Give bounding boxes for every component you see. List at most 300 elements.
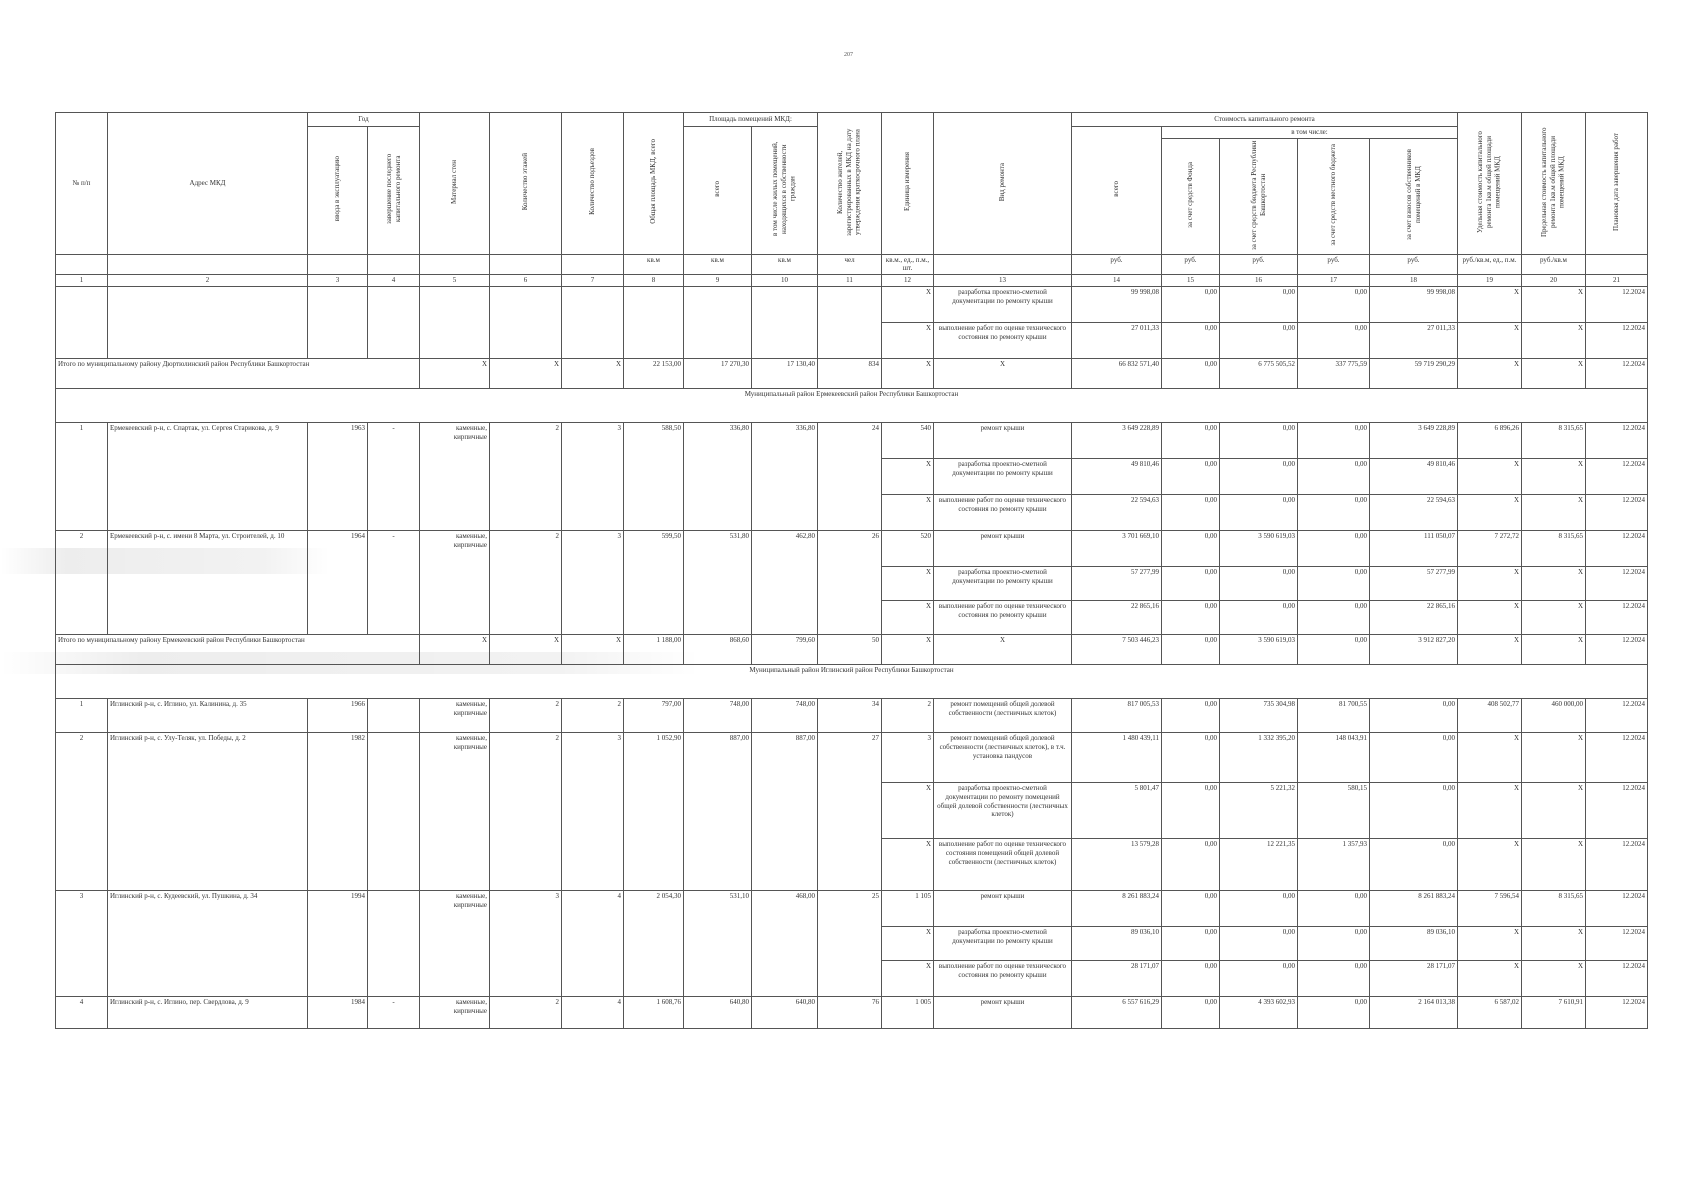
cost-c17: 580,15 [1298, 783, 1370, 839]
residents: 24 [818, 423, 882, 531]
cost-c20: 8 315,65 [1522, 531, 1586, 567]
cost-c16: 0,00 [1220, 287, 1298, 323]
unit-cell [562, 254, 624, 275]
work-type: разработка проектно-сметной документации по ремонту помещений общей долевой собственности (лестничных клеток) [934, 783, 1072, 839]
cost-c15: 0,00 [1162, 699, 1220, 733]
area-all: 640,80 [684, 997, 752, 1029]
total-area: 1 608,76 [624, 997, 684, 1029]
header-work-type: Вид ремонта [998, 162, 1007, 201]
column-number: 9 [684, 275, 752, 287]
cost-c21: 12.2024 [1586, 961, 1648, 997]
year-commission: 1966 [308, 699, 368, 733]
cost-c19: X [1458, 839, 1522, 891]
entrances: 3 [562, 423, 624, 531]
column-number: 11 [818, 275, 882, 287]
cost-c18: 0,00 [1370, 699, 1458, 733]
unit-cell: руб./кв.м [1522, 254, 1586, 275]
total-c20: X [1522, 359, 1586, 389]
cost-c20: X [1522, 733, 1586, 783]
floors: 3 [490, 891, 562, 997]
residents: 25 [818, 891, 882, 997]
column-number: 15 [1162, 275, 1220, 287]
work-type: разработка проектно-сметной документации по ремонту крыши [934, 287, 1072, 323]
unit-value: X [882, 323, 934, 359]
total-c21: 12.2024 [1586, 635, 1648, 665]
cost-c18: 89 036,10 [1370, 927, 1458, 961]
cost-c16: 0,00 [1220, 323, 1298, 359]
empty-cell [108, 287, 308, 359]
cost-c21: 12.2024 [1586, 839, 1648, 891]
cost-c19: X [1458, 287, 1522, 323]
total-c10: 17 130,40 [752, 359, 818, 389]
cost-c18: 57 277,99 [1370, 567, 1458, 601]
area-owned: 748,00 [752, 699, 818, 733]
entrances: 3 [562, 733, 624, 891]
cost-c16: 1 332 395,20 [1220, 733, 1298, 783]
cost-c17: 0,00 [1298, 423, 1370, 459]
header-unit: Единица измерения [903, 152, 912, 212]
work-type: ремонт крыши [934, 531, 1072, 567]
total-c12: X [882, 359, 934, 389]
header-area-group: Площадь помещений МКД: [684, 113, 818, 127]
column-number: 3 [308, 275, 368, 287]
cost-c21: 12.2024 [1586, 733, 1648, 783]
empty-cell [684, 287, 752, 359]
column-number: 7 [562, 275, 624, 287]
entrances: 4 [562, 891, 624, 997]
total-c18: 59 719 290,29 [1370, 359, 1458, 389]
house-num: 1 [56, 423, 108, 531]
total-c21: 12.2024 [1586, 359, 1648, 389]
cost-c19: X [1458, 459, 1522, 495]
cost-c17: 1 357,93 [1298, 839, 1370, 891]
cost-c15: 0,00 [1162, 961, 1220, 997]
cost-c16: 735 304,98 [1220, 699, 1298, 733]
cost-c21: 12.2024 [1586, 891, 1648, 927]
area-owned: 462,80 [752, 531, 818, 635]
floors: 2 [490, 423, 562, 531]
cost-c18: 27 011,33 [1370, 323, 1458, 359]
area-owned: 468,00 [752, 891, 818, 997]
column-number: 6 [490, 275, 562, 287]
cost-c15: 0,00 [1162, 531, 1220, 567]
header-total-area: Общая площадь МКД, всего [649, 139, 658, 225]
work-type: ремонт помещений общей долевой собственности (лестничных клеток), в т.ч. установка пандусов [934, 733, 1072, 783]
total-c16: 3 590 619,03 [1220, 635, 1298, 665]
cost-c14: 6 557 616,29 [1072, 997, 1162, 1029]
work-type: ремонт крыши [934, 997, 1072, 1029]
empty-cell [562, 287, 624, 359]
header-year: Год [308, 113, 420, 127]
cost-c14: 22 865,16 [1072, 601, 1162, 635]
year-last-repair: - [368, 997, 420, 1029]
header-address: Адрес МКД [108, 113, 308, 255]
unit-value: X [882, 927, 934, 961]
cost-c20: X [1522, 961, 1586, 997]
unit-value: X [882, 783, 934, 839]
cost-c17: 81 700,55 [1298, 699, 1370, 733]
cost-c20: X [1522, 459, 1586, 495]
unit-cell [1586, 254, 1648, 275]
empty-cell [818, 287, 882, 359]
year-last-repair: - [368, 423, 420, 531]
cost-c17: 0,00 [1298, 323, 1370, 359]
cost-c18: 99 998,08 [1370, 287, 1458, 323]
cost-c14: 3 701 669,10 [1072, 531, 1162, 567]
cost-c20: X [1522, 323, 1586, 359]
wall-material: каменные, кирпичные [420, 891, 490, 997]
unit-value: X [882, 459, 934, 495]
residents: 76 [818, 997, 882, 1029]
column-number: 14 [1072, 275, 1162, 287]
total-c19: X [1458, 635, 1522, 665]
cost-c16: 5 221,32 [1220, 783, 1298, 839]
column-number: 19 [1458, 275, 1522, 287]
work-type: выполнение работ по оценке технического состояния по ремонту крыши [934, 601, 1072, 635]
cost-c18: 0,00 [1370, 839, 1458, 891]
unit-cell: руб. [1072, 254, 1162, 275]
cost-c16: 0,00 [1220, 567, 1298, 601]
cost-c17: 0,00 [1298, 531, 1370, 567]
area-owned: 336,80 [752, 423, 818, 531]
header-cost-total: всего [1112, 180, 1121, 197]
unit-cell [308, 254, 368, 275]
year-last-repair [368, 733, 420, 891]
cost-c18: 22 594,63 [1370, 495, 1458, 531]
cost-c15: 0,00 [1162, 423, 1220, 459]
total-area: 1 052,90 [624, 733, 684, 891]
house-num: 2 [56, 531, 108, 635]
house-address: Ермекеевский р-н, с. имени 8 Марта, ул. Строителей, д. 10 [108, 531, 308, 635]
total-c13: X [934, 635, 1072, 665]
unit-value: X [882, 287, 934, 323]
floors: 2 [490, 699, 562, 733]
cost-c18: 2 164 013,38 [1370, 997, 1458, 1029]
wall-material: каменные, кирпичные [420, 699, 490, 733]
cost-c15: 0,00 [1162, 997, 1220, 1029]
total-c14: 66 832 571,40 [1072, 359, 1162, 389]
cost-c20: X [1522, 927, 1586, 961]
cost-c19: X [1458, 323, 1522, 359]
cost-c15: 0,00 [1162, 891, 1220, 927]
unit-cell [934, 254, 1072, 275]
cost-c21: 12.2024 [1586, 567, 1648, 601]
page-number: 207 [844, 52, 853, 58]
year-commission: 1964 [308, 531, 368, 635]
header-entrances: Количество подъездов [588, 148, 597, 216]
cost-c20: 8 315,65 [1522, 423, 1586, 459]
table-row [56, 423, 1648, 459]
total-label: Итого по муниципальному району Ермекеевский район Республики Башкортостан [56, 635, 420, 665]
empty-cell [420, 287, 490, 359]
unit-cell [108, 254, 308, 275]
total-c17: 337 775,59 [1298, 359, 1370, 389]
year-commission: 1984 [308, 997, 368, 1029]
cost-c21: 12.2024 [1586, 423, 1648, 459]
cost-c18: 111 050,07 [1370, 531, 1458, 567]
unit-cell: кв.м [684, 254, 752, 275]
header-wall-material: Материал стен [450, 159, 459, 204]
unit-value: 3 [882, 733, 934, 783]
house-num: 4 [56, 997, 108, 1029]
house-num: 1 [56, 699, 108, 733]
cost-c14: 89 036,10 [1072, 927, 1162, 961]
cost-c16: 0,00 [1220, 927, 1298, 961]
cost-c20: 7 610,91 [1522, 997, 1586, 1029]
entrances: 2 [562, 699, 624, 733]
total-area: 588,50 [624, 423, 684, 531]
table-row [56, 531, 1648, 567]
cost-c20: X [1522, 567, 1586, 601]
unit-value: 2 [882, 699, 934, 733]
column-number: 20 [1522, 275, 1586, 287]
total-c5: X [420, 359, 490, 389]
cost-c17: 0,00 [1298, 459, 1370, 495]
cost-c14: 1 480 439,11 [1072, 733, 1162, 783]
section-row [56, 389, 1648, 423]
total-c20: X [1522, 635, 1586, 665]
cost-c16: 0,00 [1220, 495, 1298, 531]
cost-c21: 12.2024 [1586, 495, 1648, 531]
year-commission: 1994 [308, 891, 368, 997]
unit-cell [490, 254, 562, 275]
cost-c15: 0,00 [1162, 459, 1220, 495]
header-residents: Количество жителей, зарегистрированных в МКД на дату утверждения краткосрочного плана [836, 128, 862, 236]
cost-c16: 0,00 [1220, 891, 1298, 927]
unit-cell: руб. [1370, 254, 1458, 275]
area-all: 531,10 [684, 891, 752, 997]
cost-c17: 0,00 [1298, 601, 1370, 635]
cost-c20: X [1522, 495, 1586, 531]
cost-c20: X [1522, 783, 1586, 839]
cost-c14: 8 261 883,24 [1072, 891, 1162, 927]
column-number: 12 [882, 275, 934, 287]
cost-c18: 28 171,07 [1370, 961, 1458, 997]
unit-cell: руб. [1162, 254, 1220, 275]
year-commission: 1963 [308, 423, 368, 531]
section-title: Муниципальный район Иглинский район Республики Башкортостан [56, 665, 1648, 699]
cost-c14: 817 005,53 [1072, 699, 1162, 733]
cost-c19: X [1458, 601, 1522, 635]
cost-c21: 12.2024 [1586, 531, 1648, 567]
year-commission: 1982 [308, 733, 368, 891]
cost-c14: 28 171,07 [1072, 961, 1162, 997]
house-address: Иглинский р-н, с. Улу-Теляк, ул. Победы, д. 2 [108, 733, 308, 891]
cost-c21: 12.2024 [1586, 601, 1648, 635]
cost-c16: 0,00 [1220, 601, 1298, 635]
header-year-commission: ввода в эксплуатацию [333, 156, 342, 222]
total-c15: 0,00 [1162, 635, 1220, 665]
header-unit-cost: Удельная стоимость капитального ремонта 1кв.м общей площади помещений МКД [1476, 130, 1502, 233]
column-number: 2 [108, 275, 308, 287]
unit-value: X [882, 601, 934, 635]
cost-c17: 0,00 [1298, 567, 1370, 601]
area-all: 531,80 [684, 531, 752, 635]
unit-cell [420, 254, 490, 275]
column-number: 21 [1586, 275, 1648, 287]
work-type: разработка проектно-сметной документации по ремонту крыши [934, 927, 1072, 961]
cost-c15: 0,00 [1162, 733, 1220, 783]
header-cost-rb: за счет средств бюджета Республики Башкортостан [1249, 140, 1267, 250]
area-owned: 887,00 [752, 733, 818, 891]
column-number: 4 [368, 275, 420, 287]
column-number: 17 [1298, 275, 1370, 287]
cost-c15: 0,00 [1162, 567, 1220, 601]
work-type: ремонт крыши [934, 891, 1072, 927]
work-type: выполнение работ по оценке технического состояния по ремонту крыши [934, 323, 1072, 359]
cost-c14: 5 801,47 [1072, 783, 1162, 839]
house-address: Иглинский р-н, с. Иглино, ул. Калинина, д. 35 [108, 699, 308, 733]
cost-c21: 12.2024 [1586, 459, 1648, 495]
cost-c15: 0,00 [1162, 601, 1220, 635]
unit-value: 520 [882, 531, 934, 567]
cost-c20: 460 000,00 [1522, 699, 1586, 733]
header-cost-group: Стоимость капитального ремонта [1072, 113, 1458, 127]
cost-c18: 3 649 228,89 [1370, 423, 1458, 459]
cost-c19: X [1458, 733, 1522, 783]
unit-cell [368, 254, 420, 275]
area-owned: 640,80 [752, 997, 818, 1029]
entrances: 3 [562, 531, 624, 635]
cost-c19: X [1458, 495, 1522, 531]
area-all: 748,00 [684, 699, 752, 733]
cost-c17: 0,00 [1298, 961, 1370, 997]
work-type: ремонт помещений общей долевой собственности (лестничных клеток) [934, 699, 1072, 733]
cost-c19: X [1458, 961, 1522, 997]
total-area: 599,50 [624, 531, 684, 635]
unit-cell: кв.м [624, 254, 684, 275]
year-last-repair: - [368, 531, 420, 635]
cost-c21: 12.2024 [1586, 323, 1648, 359]
work-type: выполнение работ по оценке технического состояния по ремонту крыши [934, 961, 1072, 997]
cost-c20: X [1522, 601, 1586, 635]
wall-material: каменные, кирпичные [420, 531, 490, 635]
cost-c18: 8 261 883,24 [1370, 891, 1458, 927]
column-number: 16 [1220, 275, 1298, 287]
cost-c18: 0,00 [1370, 783, 1458, 839]
floors: 2 [490, 733, 562, 891]
cost-c15: 0,00 [1162, 323, 1220, 359]
unit-value: X [882, 495, 934, 531]
total-c6: X [490, 635, 562, 665]
unit-value: X [882, 567, 934, 601]
cost-c15: 0,00 [1162, 839, 1220, 891]
floors: 2 [490, 997, 562, 1029]
unit-value: 1 005 [882, 997, 934, 1029]
header-cost-incl: в том числе: [1162, 127, 1458, 139]
residents: 26 [818, 531, 882, 635]
cost-c21: 12.2024 [1586, 699, 1648, 733]
total-c19: X [1458, 359, 1522, 389]
cost-c16: 4 393 602,93 [1220, 997, 1298, 1029]
empty-cell [490, 287, 562, 359]
table-row [56, 891, 1648, 927]
header-area-all: всего [713, 180, 722, 197]
house-address: Иглинский р-н, с. Кудеевский, ул. Пушкина, д. 34 [108, 891, 308, 997]
header-cost-fund: за счет средств Фонда [1186, 161, 1195, 228]
cost-c14: 22 594,63 [1072, 495, 1162, 531]
table-row [56, 733, 1648, 783]
cost-c16: 0,00 [1220, 459, 1298, 495]
house-address: Ермекеевский р-н, с. Спартак, ул. Сергея Старикова, д. 9 [108, 423, 308, 531]
cost-c21: 12.2024 [1586, 997, 1648, 1029]
year-last-repair [368, 699, 420, 733]
unit-cell: чел [818, 254, 882, 275]
cost-c14: 99 998,08 [1072, 287, 1162, 323]
residents: 34 [818, 699, 882, 733]
area-all: 336,80 [684, 423, 752, 531]
column-number: 5 [420, 275, 490, 287]
empty-cell [752, 287, 818, 359]
total-c6: X [490, 359, 562, 389]
cost-c20: X [1522, 287, 1586, 323]
cost-c19: 6 896,26 [1458, 423, 1522, 459]
table-header [56, 113, 1648, 287]
cost-c17: 0,00 [1298, 997, 1370, 1029]
cost-c19: X [1458, 927, 1522, 961]
total-area: 797,00 [624, 699, 684, 733]
section-row [56, 665, 1648, 699]
total-c9: 868,60 [684, 635, 752, 665]
units-row [56, 254, 1648, 275]
cost-c15: 0,00 [1162, 495, 1220, 531]
header-cost-owners: за счет взносов собственников помещений в МКД [1404, 149, 1422, 241]
cost-c19: X [1458, 783, 1522, 839]
work-type: выполнение работ по оценке технического состояния помещений общей долевой собственности (лестничных клеток) [934, 839, 1072, 891]
wall-material: каменные, кирпичные [420, 423, 490, 531]
cost-c15: 0,00 [1162, 927, 1220, 961]
total-c5: X [420, 635, 490, 665]
cost-c16: 12 221,35 [1220, 839, 1298, 891]
empty-cell [624, 287, 684, 359]
header-deadline: Плановая дата завершения работ [1612, 132, 1621, 231]
cost-c21: 12.2024 [1586, 287, 1648, 323]
cost-c19: 6 587,02 [1458, 997, 1522, 1029]
unit-value: 540 [882, 423, 934, 459]
total-area: 2 054,30 [624, 891, 684, 997]
total-c7: X [562, 359, 624, 389]
unit-cell: руб./кв.м, ед., п.м. [1458, 254, 1522, 275]
total-c12: X [882, 635, 934, 665]
cost-c20: X [1522, 839, 1586, 891]
unit-value: 1 105 [882, 891, 934, 927]
column-number: 10 [752, 275, 818, 287]
wall-material: каменные, кирпичные [420, 997, 490, 1029]
total-c8: 22 153,00 [624, 359, 684, 389]
total-c11: 834 [818, 359, 882, 389]
section-title: Муниципальный район Ермекеевский район Республики Башкортостан [56, 389, 1648, 423]
cost-c14: 13 579,28 [1072, 839, 1162, 891]
total-c11: 50 [818, 635, 882, 665]
total-c10: 799,60 [752, 635, 818, 665]
total-c15: 0,00 [1162, 359, 1220, 389]
work-type: ремонт крыши [934, 423, 1072, 459]
total-c17: 0,00 [1298, 635, 1370, 665]
cost-c20: 8 315,65 [1522, 891, 1586, 927]
cost-c18: 22 865,16 [1370, 601, 1458, 635]
work-type: выполнение работ по оценке технического состояния по ремонту крыши [934, 495, 1072, 531]
unit-cell: руб. [1220, 254, 1298, 275]
total-row [56, 359, 1648, 389]
header-max-cost: Предельная стоимость капитального ремонта 1кв.м общей площади помещений МКД [1540, 127, 1566, 237]
cost-c19: 408 502,77 [1458, 699, 1522, 733]
header-area-owned: в том числе жилых помещений, находящихся в собственности граждан [771, 141, 797, 237]
header-cost-local: за счет средств местного бюджета [1329, 143, 1338, 246]
unit-value: X [882, 961, 934, 997]
unit-cell: кв.м., ед., п.м., шт. [882, 254, 934, 275]
column-numbers-row [56, 275, 1648, 287]
column-number: 18 [1370, 275, 1458, 287]
